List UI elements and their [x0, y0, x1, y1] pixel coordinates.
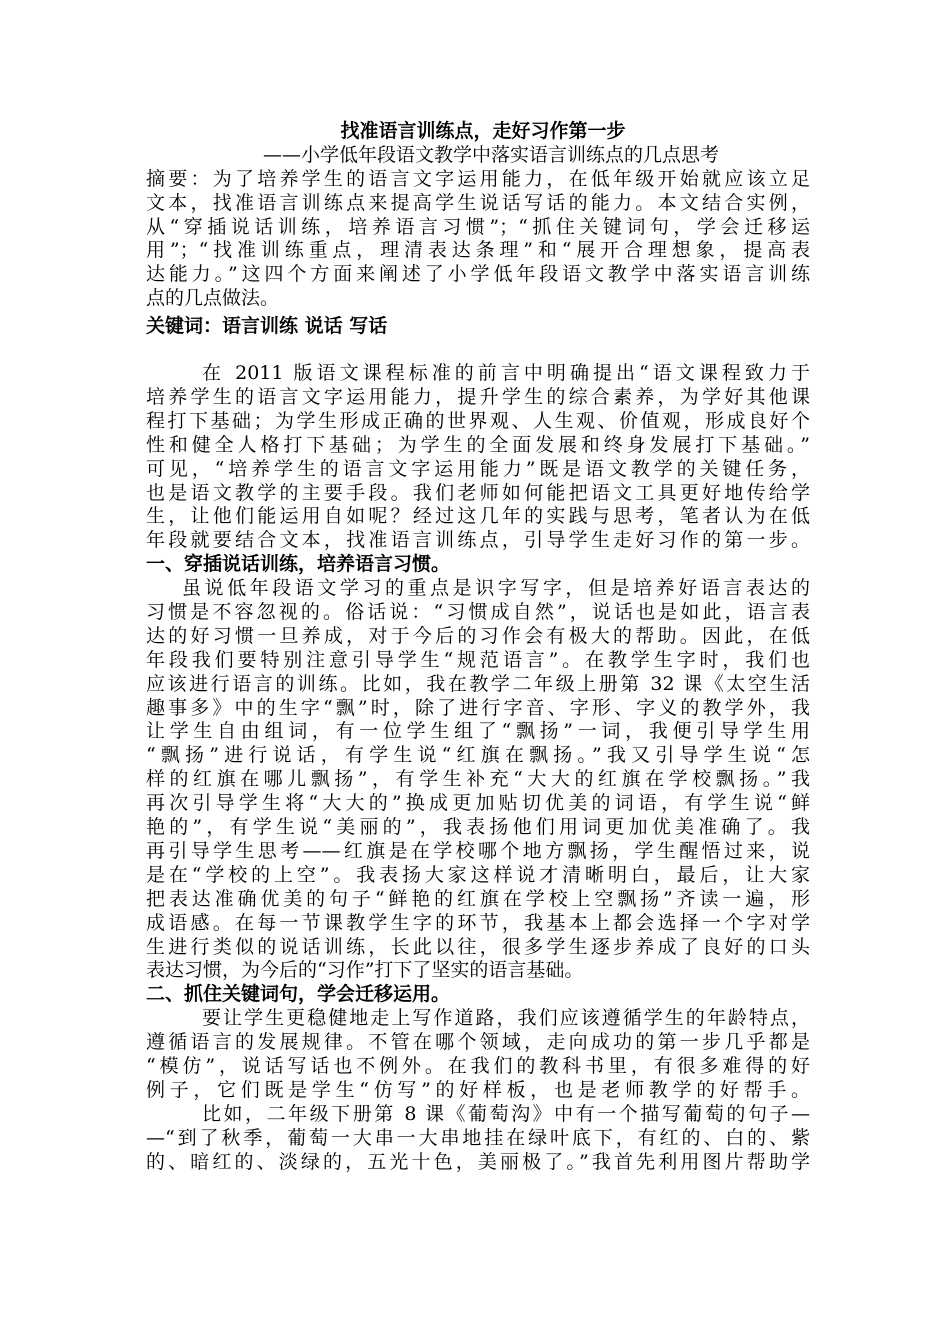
- abstract-line: 点的几点做法。: [146, 287, 280, 310]
- section-heading: 一、穿插说话训练，培养语言习惯。: [146, 553, 451, 576]
- section1-line: 习惯是不容忽视的。俗话说：“习惯成自然”，说话也是如此，语言表: [146, 601, 810, 624]
- section2-line: —“到了秋季，葡萄一大串一大串地挂在绿叶底下，有红的、白的、紫: [146, 1126, 810, 1149]
- section-heading: 二、抓住关键词句，学会迁移运用。: [146, 983, 451, 1006]
- intro-line: 可见，“培养学生的语言文字运用能力”既是语文教学的关键任务，: [146, 457, 810, 480]
- section1-line: 让学生自由组词，有一位学生组了“飘扬”一词，我便引导学生用: [146, 720, 810, 743]
- intro-line: 也是语文教学的主要手段。我们老师如何能把语文工具更好地传给学: [146, 481, 810, 504]
- intro-line: 培养学生的语言文字运用能力，提升学生的综合素养，为学好其他课: [146, 386, 810, 409]
- intro-line: 在 2011 版语文课程标准的前言中明确提出“语文课程致力于: [202, 362, 810, 385]
- section2-line: 比如，二年级下册第 8 课《葡萄沟》中有一个描写葡萄的句子—: [202, 1102, 810, 1125]
- section1-paragraph: [146, 577, 810, 983]
- section1-line: 再引导学生思考——红旗是在学校哪个地方飘扬，学生醒悟过来，说: [146, 839, 810, 862]
- section2-line: 的、暗红的、淡绿的，五光十色，美丽极了。”我首先利用图片帮助学: [146, 1150, 810, 1173]
- abstract-line: 达能力。”这四个方面来阐述了小学低年段语文教学中落实语言训练: [146, 263, 810, 286]
- section2-line: 要让学生更稳健地走上写作道路，我们应该遵循学生的年龄特点，: [202, 1007, 810, 1030]
- intro-line: 程打下基础；为学生形成正确的世界观、人生观、价值观，形成良好个: [146, 409, 810, 432]
- section1-line: 再次引导学生将“大大的”换成更加贴切优美的词语，有学生说“鲜: [146, 792, 810, 815]
- intro-paragraph: [146, 362, 810, 553]
- section1-line: 年段我们要特别注意引导学生“规范语言”。在教学生字时，我们也: [146, 648, 810, 671]
- intro-line: 性和健全人格打下基础；为学生的全面发展和终身发展打下基础。”: [146, 433, 810, 456]
- abstract-line: 用”；“找准训练重点，理清表达条理”和“展开合理想象，提高表: [146, 239, 810, 262]
- section2-line: “模仿”，说话写话也不例外。在我们的教科书里，有很多难得的好: [146, 1054, 810, 1077]
- keywords-line: 关键词：语言训练 说话 写话: [146, 315, 388, 338]
- section2-paragraph: [146, 1007, 810, 1174]
- intro-line: 生，让他们能运用自如呢？经过这几年的实践与思考，笔者认为在低: [146, 505, 810, 528]
- section1-line: 应该进行语言的训练。比如，我在教学二年级上册第 32 课《太空生活: [146, 672, 810, 695]
- document-title: 找准语言训练点，走好习作第一步: [340, 120, 626, 142]
- section2-line: 遵循语言的发展规律。不管在哪个领域，走向成功的第一步几乎都是: [146, 1031, 810, 1054]
- section2-line: 例子，它们既是学生“仿写”的好样板，也是老师教学的好帮手。: [146, 1078, 810, 1101]
- section1-line: 虽说低年段语文学习的重点是识字写字，但是培养好语言表达的: [182, 577, 810, 600]
- section1-line: 达的好习惯一旦养成，对于今后的习作会有极大的帮助。因此，在低: [146, 624, 810, 647]
- section1-line: 成语感。在每一节课教学生字的环节，我基本上都会选择一个字对学: [146, 911, 810, 934]
- blank-line: [146, 342, 810, 362]
- section1-line: 生进行类似的说话训练，长此以往，很多学生逐步养成了良好的口头: [146, 935, 810, 958]
- section1-line: 趣事多》中的生字“飘”时，除了进行字音、字形、字义的教学外，我: [146, 696, 810, 719]
- section1-line: 是在“学校的上空”。我表扬大家这样说才清晰明白，最后，让大家: [146, 863, 810, 886]
- document-body: [146, 120, 810, 1174]
- section1-line: 表达习惯，为今后的“习作”打下了坚实的语言基础。: [146, 959, 584, 982]
- abstract-paragraph: [146, 168, 810, 311]
- abstract-line: 摘要：为了培养学生的语言文字运用能力，在低年级开始就应该立足: [146, 167, 810, 190]
- section1-line: 把表达准确优美的句子“鲜艳的红旗在学校上空飘扬”齐读一遍，形: [146, 887, 810, 910]
- abstract-line: 文本，找准语言训练点来提高学生说话写话的能力。本文结合实例，: [146, 191, 810, 214]
- intro-line: 年段就要结合文本，找准语言训练点，引导学生走好习作的第一步。: [146, 529, 810, 552]
- document-subtitle: ——小学低年段语文教学中落实语言训练点的几点思考: [263, 143, 720, 166]
- section1-line: 样的红旗在哪儿飘扬”，有学生补充“大大的红旗在学校飘扬。”我: [146, 768, 810, 791]
- section1-line: “飘扬”进行说话，有学生说“红旗在飘扬。”我又引导学生说“怎: [146, 744, 810, 767]
- section1-line: 艳的”，有学生说“美丽的”，我表扬他们用词更加优美准确了。我: [146, 816, 810, 839]
- abstract-line: 从“穿插说话训练，培养语言习惯”；“抓住关键词句，学会迁移运: [146, 215, 810, 238]
